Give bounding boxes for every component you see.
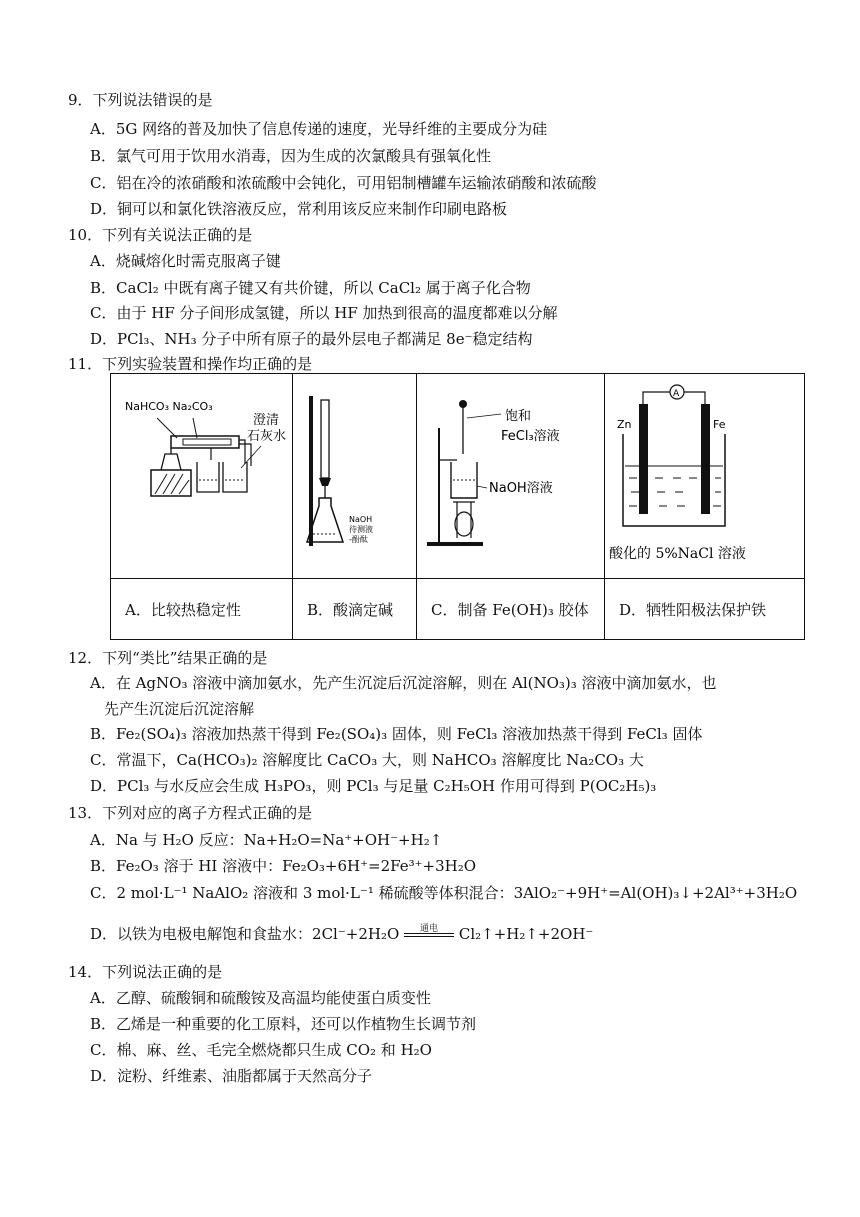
q13-option-d (90, 924, 593, 944)
q13-option-a: A．Na 与 H₂O 反应：Na+H₂O=Na⁺+OH⁻+H₂↑ (90, 831, 443, 849)
q12-option-c: C．常温下，Ca(HCO₃)₂ 溶解度比 CaCO₃ 大，则 NaHCO₃ 溶解度比 Na₂CO₃ 大 (90, 751, 644, 769)
apparatus-a-figure (111, 374, 291, 578)
q13-stem: 13．下列对应的离子方程式正确的是 (68, 804, 313, 822)
solution-label: 酸化的 5%NaCl 溶液 (609, 546, 746, 562)
limewater-label-1: 澄清 (253, 413, 280, 428)
electrolysis-arrow (404, 924, 454, 937)
q13-option-c: C．2 mol·L⁻¹ NaAlO₂ 溶液和 3 mol·L⁻¹ 稀硫酸等体积混合：3AlO₂⁻+9H⁺=Al(OH)₃↓+2Al³⁺+3H₂O (90, 884, 798, 902)
zn-electrode-label: Zn (617, 418, 632, 431)
naoh-label: NaOH (349, 515, 373, 524)
q11-stem: 11．下列实验装置和操作均正确的是 (68, 355, 313, 373)
q10-stem: 10．下列有关说法正确的是 (68, 226, 253, 244)
apparatus-d-cell (605, 374, 805, 579)
q9-option-a: A．5G 网络的普及加快了信息传递的速度，光导纤维的主要成分为硅 (90, 120, 548, 138)
caption-c: C．制备 Fe(OH)₃ 胶体 (417, 579, 605, 640)
q14-stem: 14．下列说法正确的是 (68, 963, 223, 981)
q10-option-a: A．烧碱熔化时需克服离子键 (90, 252, 281, 270)
q9-stem: 9．下列说法错误的是 (68, 91, 213, 109)
q13-option-b: B．Fe₂O₃ 溶于 HI 溶液中：Fe₂O₃+6H⁺=2Fe³⁺+3H₂O (90, 857, 477, 875)
q13-option-d-rhs: Cl₂↑+H₂↑+2OH⁻ (458, 925, 594, 943)
apparatus-d-figure (605, 374, 803, 578)
apparatus-a-cell (111, 374, 293, 579)
analyte-label: 待测液 (349, 525, 373, 534)
electrolysis-condition: 通电 (420, 924, 439, 934)
q12-option-a: A．在 AgNO₃ 溶液中滴加氨水，先产生沉淀后沉淀溶解，则在 Al(NO₃)₃ 溶液中滴加氨水，也 (90, 674, 717, 692)
q12-option-d: D．PCl₃ 与水反应会生成 H₃PO₃，则 PCl₃ 与足量 C₂H₅OH 作用可得到 P(OC₂H₅)₃ (90, 777, 657, 795)
fe-electrode-label: Fe (713, 418, 726, 431)
caption-a: A．比较热稳定性 (111, 579, 293, 640)
q14-option-c: C．棉、麻、丝、毛完全燃烧都只生成 CO₂ 和 H₂O (90, 1041, 432, 1059)
q9-option-b: B．氯气可用于饮用水消毒，因为生成的次氯酸具有强氧化性 (90, 147, 492, 165)
naoh-solution-label: NaOH溶液 (489, 481, 553, 496)
q9-option-d: D．铜可以和氯化铁溶液反应，常利用该反应来制作印刷电路板 (90, 200, 508, 218)
q13-option-d-lhs: D．以铁为电极电解饱和食盐水：2Cl⁻+2H₂O (90, 925, 400, 943)
ammeter-label: A (673, 389, 680, 399)
caption-b: B．酸滴定碱 (293, 579, 417, 640)
apparatus-b-cell (293, 374, 417, 579)
q12-stem: 12．下列“类比”结果正确的是 (68, 649, 268, 667)
limewater-label-2: 石灰水 (247, 429, 287, 444)
salt-labels: NaHCO₃ Na₂CO₃ (125, 400, 213, 413)
apparatus-c-cell (417, 374, 605, 579)
apparatus-b-figure (293, 374, 415, 578)
q10-option-c: C．由于 HF 分子间形成氢键，所以 HF 加热到很高的温度都难以分解 (90, 304, 558, 322)
apparatus-c-figure (417, 374, 603, 578)
q14-option-d: D．淀粉、纤维素、油脂都属于天然高分子 (90, 1067, 373, 1085)
indicator-label: -酚酞 (349, 535, 368, 544)
saturated-label: 饱和 (505, 409, 532, 424)
q9-option-c: C．铝在冷的浓硝酸和浓硫酸中会钝化，可用铝制槽罐车运输浓硝酸和浓硫酸 (90, 174, 597, 192)
q14-option-a: A．乙醇、硫酸铜和硫酸铵及高温均能使蛋白质变性 (90, 989, 431, 1007)
fecl3-solution-label: FeCl₃溶液 (501, 429, 560, 444)
q10-option-d: D．PCl₃、NH₃ 分子中所有原子的最外层电子都满足 8e⁻稳定结构 (90, 330, 533, 348)
q10-option-b: B．CaCl₂ 中既有离子键又有共价键，所以 CaCl₂ 属于离子化合物 (90, 279, 531, 297)
experiment-table (110, 373, 805, 640)
q14-option-b: B．乙烯是一种重要的化工原料，还可以作植物生长调节剂 (90, 1015, 477, 1033)
q12-option-b: B．Fe₂(SO₄)₃ 溶液加热蒸干得到 Fe₂(SO₄)₃ 固体，则 FeCl₃ 溶液加热蒸干得到 FeCl₃ 固体 (90, 725, 703, 743)
q12-option-a-cont: 先产生沉淀后沉淀溶解 (104, 700, 255, 718)
caption-d: D．牺牲阳极法保护铁 (605, 579, 805, 640)
